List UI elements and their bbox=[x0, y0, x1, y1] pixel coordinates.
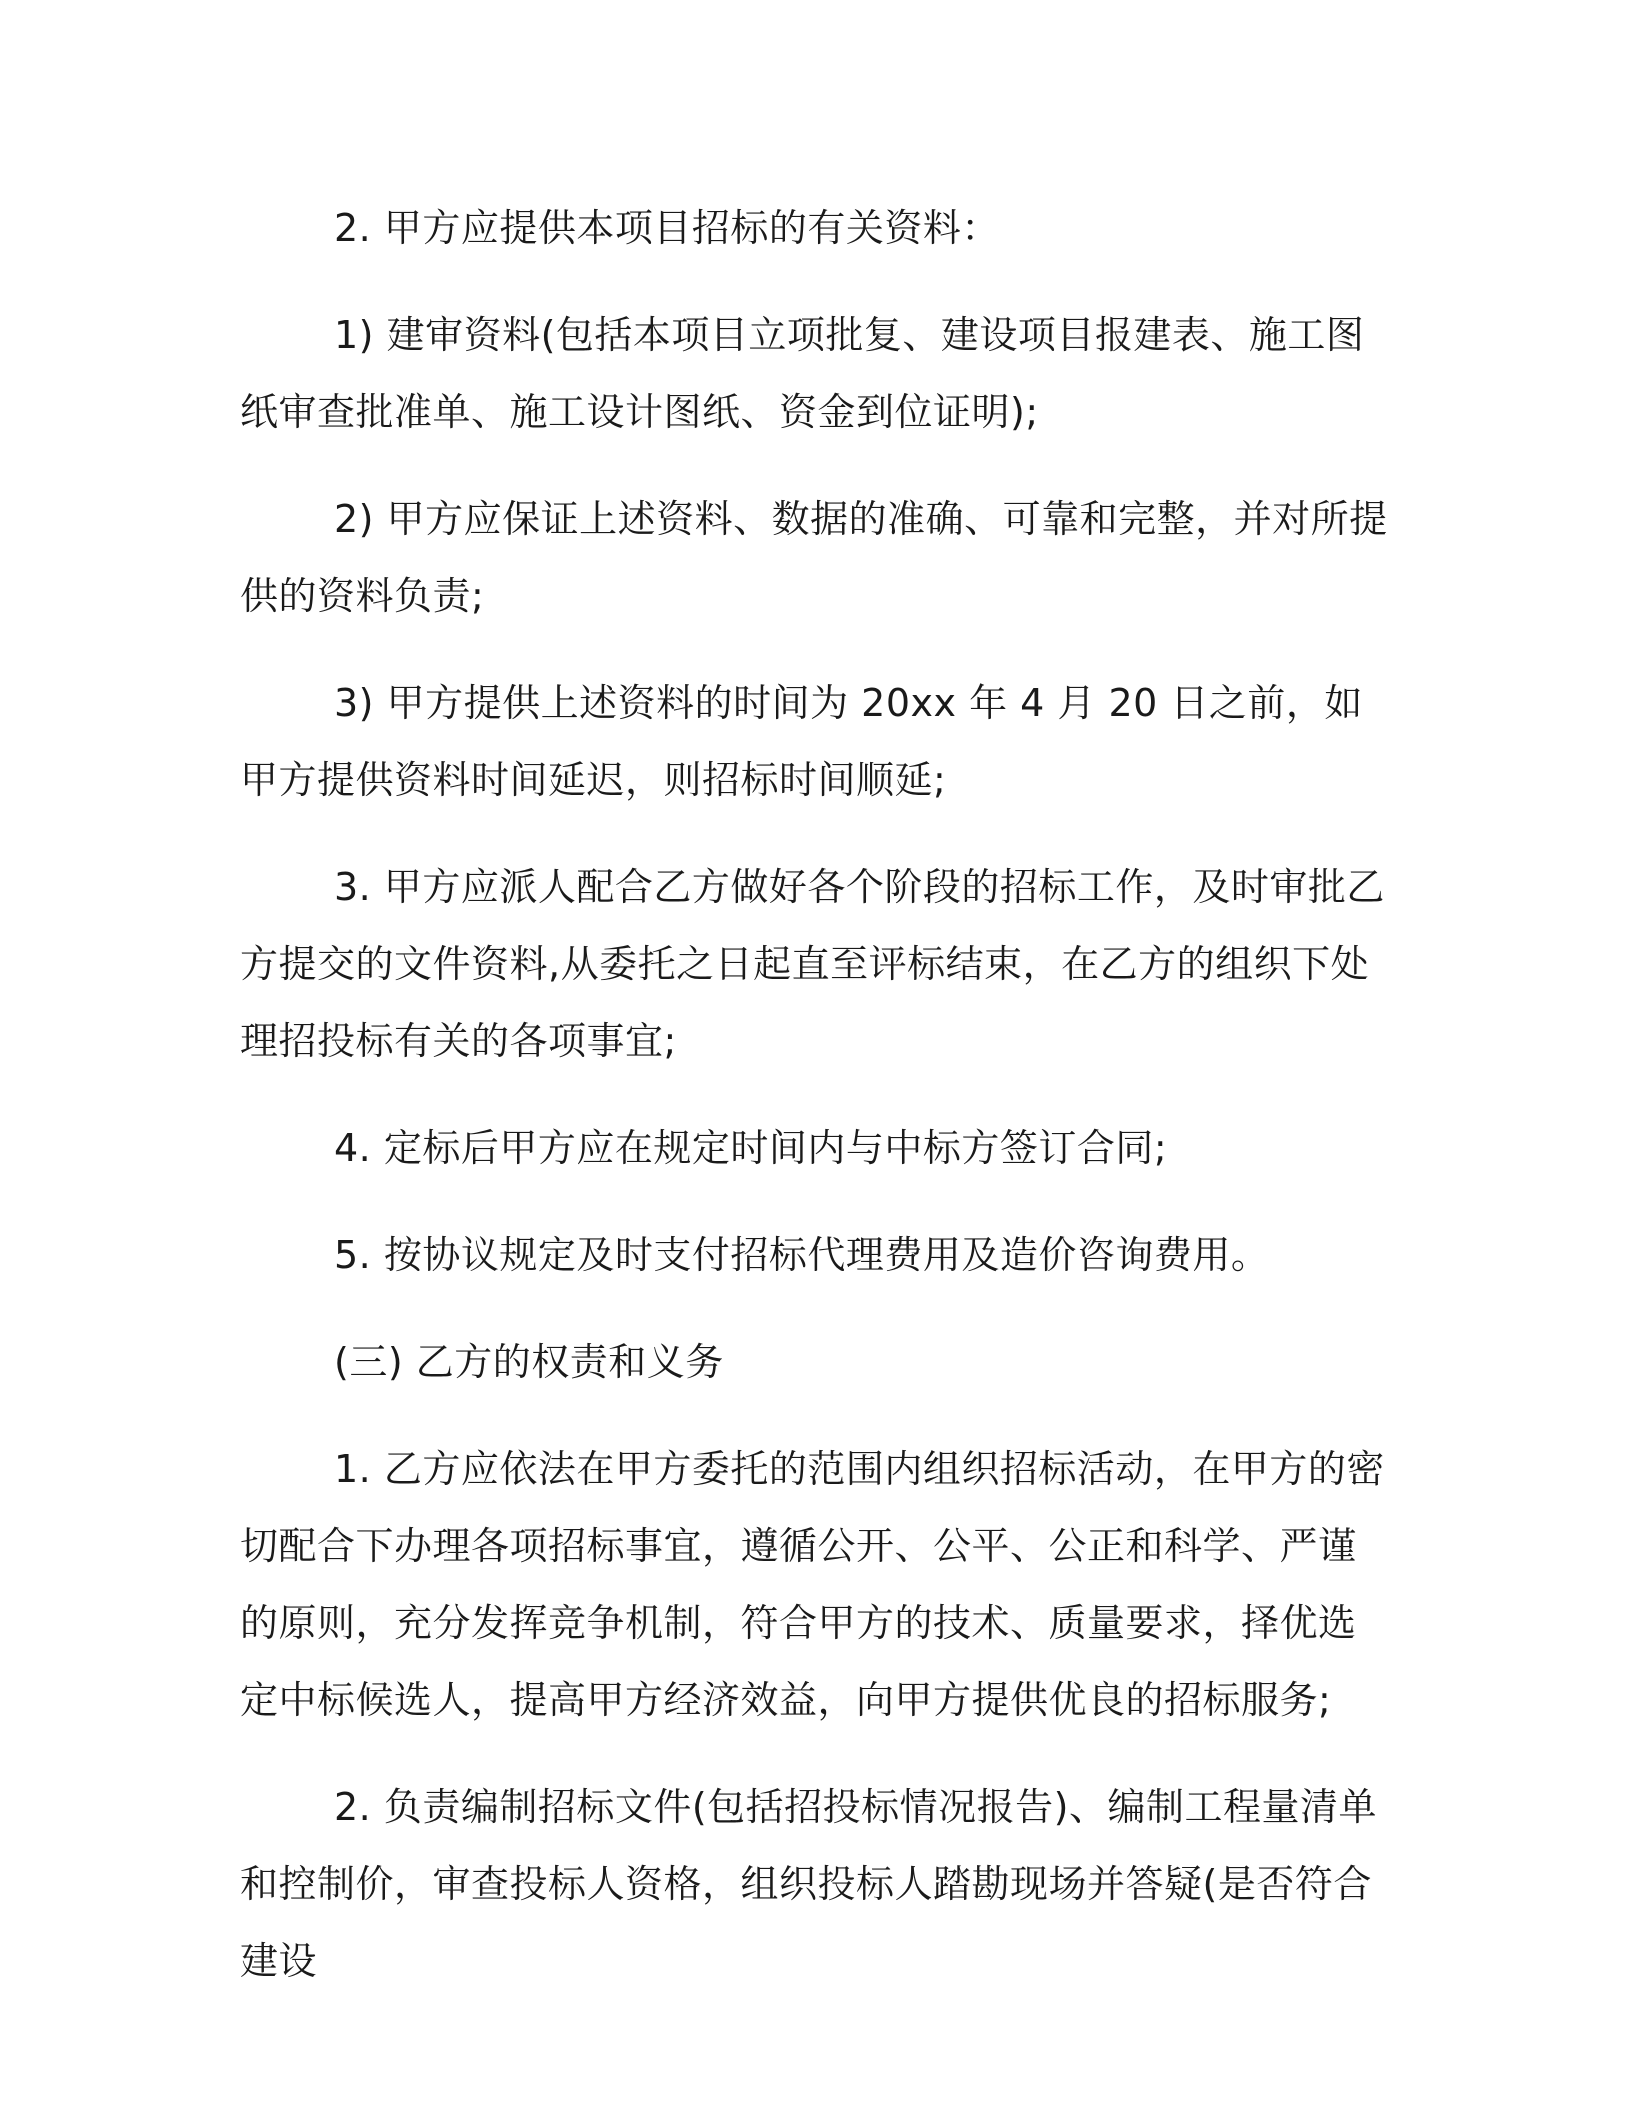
item-1-approval-materials: 1) 建审资料(包括本项目立项批复、建设项目报建表、施工图纸审查批准单、施工设计图纸、资金到位证明); bbox=[240, 313, 1365, 434]
item-3-provision-deadline: 3) 甲方提供上述资料的时间为 20xx 年 4 月 20 日之前，如甲方提供资料时间延迟，则招标时间顺延; bbox=[240, 681, 1363, 802]
clause-2-provide-materials: 2. 甲方应提供本项目招标的有关资料： bbox=[334, 206, 1000, 250]
clause-3-cooperation: 3. 甲方应派人配合乙方做好各个阶段的招标工作，及时审批乙方提交的文件资料,从委托之日起直至评标结束，在乙方的组织下处理招投标有关的各项事宜; bbox=[240, 865, 1385, 1063]
clause-4-sign-contract: 4. 定标后甲方应在规定时间内与中标方签订合同; bbox=[334, 1126, 1168, 1170]
party-b-clause-1: 1. 乙方应依法在甲方委托的范围内组织招标活动，在甲方的密切配合下办理各项招标事宜，遵循公开、公平、公正和科学、严谨的原则，充分发挥竞争机制，符合甲方的技术、质量要求，择优选定中标候选人，提高甲方经济效益，向甲方提供优良的招标服务; bbox=[240, 1447, 1385, 1722]
document-body bbox=[240, 190, 1390, 2030]
section-heading-party-b: (三) 乙方的权责和义务 bbox=[334, 1340, 724, 1384]
item-2-accuracy-guarantee: 2) 甲方应保证上述资料、数据的准确、可靠和完整，并对所提供的资料负责; bbox=[240, 497, 1388, 618]
clause-5-payment: 5. 按协议规定及时支付招标代理费用及造价咨询费用。 bbox=[334, 1233, 1270, 1277]
party-b-clause-2: 2. 负责编制招标文件(包括招投标情况报告)、编制工程量清单和控制价，审查投标人资格，组织投标人踏勘现场并答疑(是否符合建设 bbox=[240, 1785, 1377, 1983]
